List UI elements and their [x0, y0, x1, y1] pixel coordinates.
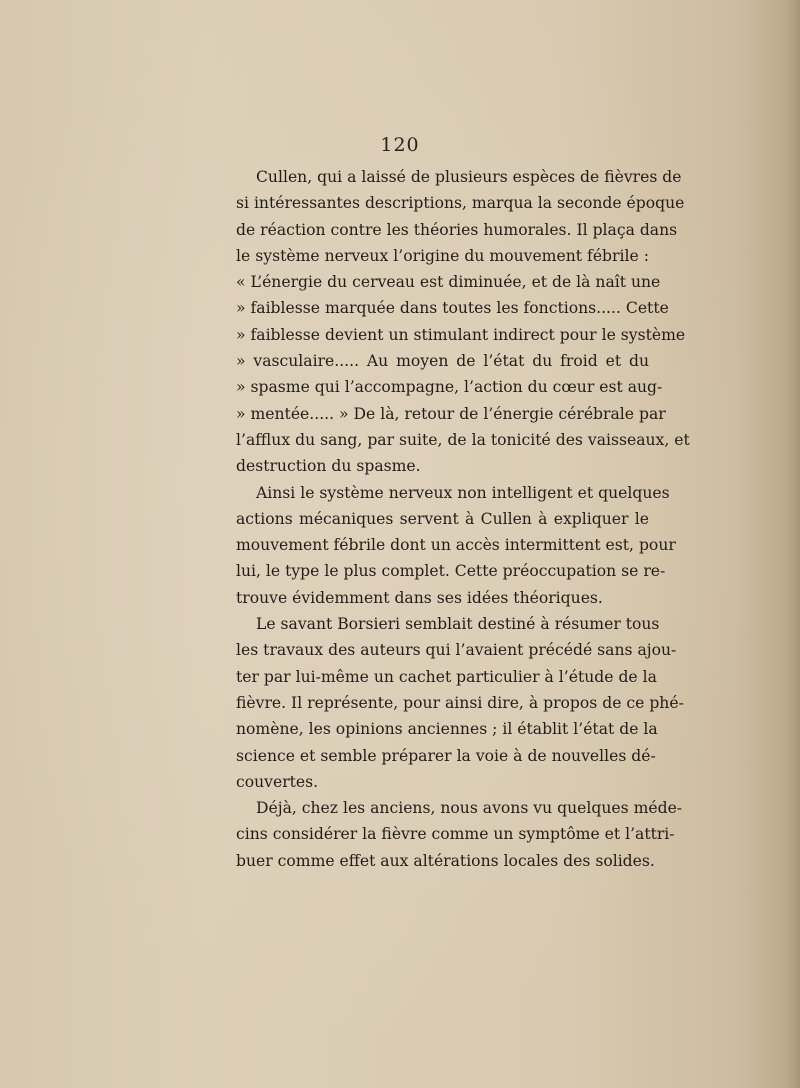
- text-line: trouve évidemment dans ses idées théoriques.: [236, 588, 603, 607]
- text-line: nomène, les opinions anciennes ; il établit l’état de la: [236, 720, 658, 739]
- text-line: buer comme effet aux altérations locales des solides.: [236, 851, 655, 870]
- text-line: » vasculaire..... Au moyen de l’état du froid et du: [236, 352, 649, 371]
- text-line: couvertes.: [236, 772, 319, 791]
- text-line: » spasme qui l’accompagne, l’action du cœur est aug-: [236, 378, 663, 397]
- text-line: ter par lui-même un cachet particulier à l’étude de la: [236, 667, 657, 686]
- text-line: actions mécaniques servent à Cullen à expliquer le: [236, 509, 649, 528]
- text-line: le système nerveux l’origine du mouvement fébrile :: [236, 246, 649, 265]
- text-line: Cullen, qui a laissé de plusieurs espèces de fièvres de: [256, 168, 682, 186]
- text-line: mouvement fébrile dont un accès intermittent est, pour: [236, 536, 676, 555]
- text-line: les travaux des auteurs qui l’avaient précédé sans ajou-: [236, 641, 677, 660]
- body-text: [216, 164, 690, 874]
- text-line: cins considérer la fièvre comme un symptôme et l’attri-: [236, 825, 675, 844]
- text-line: fièvre. Il représente, pour ainsi dire, à propos de ce phé-: [236, 693, 684, 712]
- text-line: Le savant Borsieri semblait destiné à résumer tous: [256, 615, 660, 634]
- paragraph-2: [216, 480, 676, 611]
- text-line: » mentée..... » De là, retour de l’énergie cérébrale par: [236, 404, 666, 423]
- text-line: Déjà, chez les anciens, nous avons vu quelques méde-: [256, 799, 683, 818]
- text-line: l’afflux du sang, par suite, de la tonicité des vaisseaux, et: [236, 430, 690, 449]
- text-line: destruction du spasme.: [236, 457, 421, 476]
- text-line: si intéressantes descriptions, marqua la seconde époque: [236, 194, 685, 213]
- text-line: Ainsi le système nerveux non intelligent et quelques: [256, 483, 670, 502]
- paragraph-4: [216, 795, 683, 874]
- paragraph-3: [216, 611, 684, 795]
- text-line: lui, le type le plus complet. Cette préoccupation se re-: [236, 562, 666, 581]
- text-line: de réaction contre les théories humorales. Il plaça dans: [236, 220, 678, 239]
- text-line: » faiblesse marquée dans toutes les fonctions..... Cette: [236, 299, 669, 318]
- text-line: » faiblesse devient un stimulant indirect pour le système: [236, 325, 686, 344]
- paragraph-1: [216, 164, 690, 480]
- text-line: science et semble préparer la voie à de nouvelles dé-: [236, 746, 656, 765]
- page-number: 120: [380, 134, 420, 156]
- text-line: « L’énergie du cerveau est diminuée, et de là naît une: [236, 273, 661, 292]
